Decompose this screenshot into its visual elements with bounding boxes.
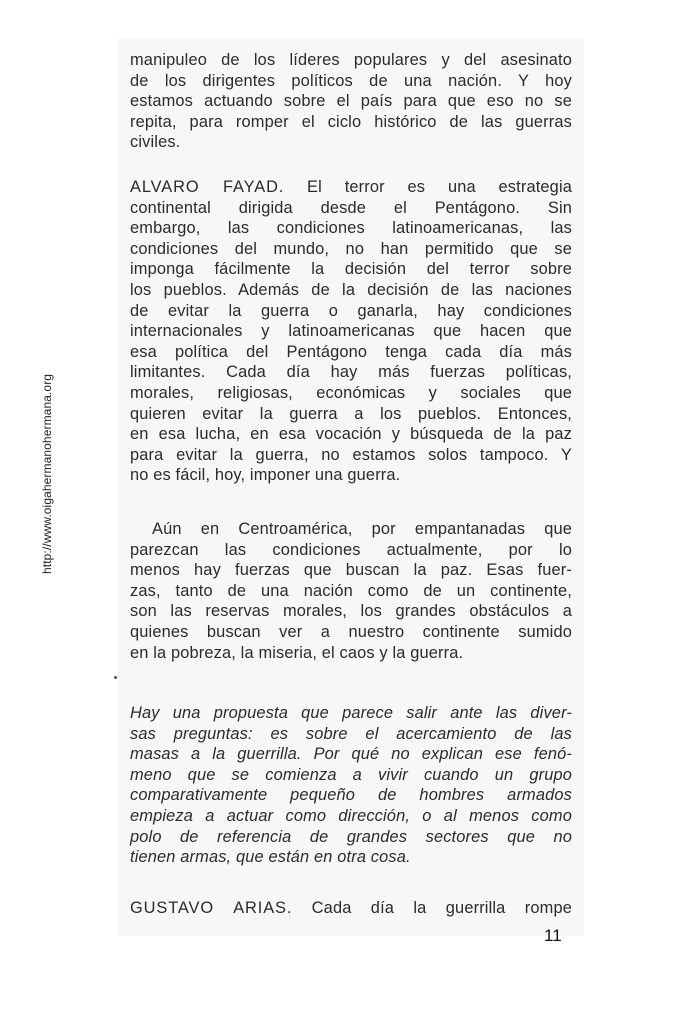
text-line: son las reservas morales, los grandes obstáculos a bbox=[130, 602, 572, 621]
text-line: para evitar la guerra, no estamos solos tampoco. Y bbox=[130, 445, 572, 464]
text-line: imponga fácilmente la decisión del terror sobre bbox=[130, 260, 572, 279]
paragraph-alvaro-fayad bbox=[130, 177, 572, 486]
speaker-name: GUSTAVO ARIAS. bbox=[130, 899, 293, 917]
text-line: morales, religiosas, económicas y sociales que bbox=[130, 383, 572, 402]
text-line bbox=[130, 898, 572, 919]
text-line: polo de referencia de grandes sectores que no bbox=[130, 827, 572, 846]
side-url-watermark: http://www.oigahermanohermana.org bbox=[40, 373, 54, 574]
text-line: los pueblos. Además de la decisión de las naciones bbox=[130, 280, 572, 299]
scan-speck bbox=[114, 676, 117, 679]
page-number: 11 bbox=[544, 926, 562, 945]
text-line: condiciones del mundo, no han permitido que se bbox=[130, 239, 572, 258]
text-line: internacionales y latinoamericanas que hacen que bbox=[130, 322, 572, 341]
text-line: repita, para romper el ciclo histórico de las guerras bbox=[130, 112, 572, 131]
text-line bbox=[130, 177, 572, 198]
interviewer-question bbox=[130, 703, 572, 868]
text-line: no es fácil, hoy, imponer una guerra. bbox=[130, 466, 401, 485]
text-line: limitantes. Cada día hay más fuerzas políticas, bbox=[130, 363, 572, 382]
text-line: manipuleo de los líderes populares y del asesinato bbox=[130, 51, 572, 69]
text-fragment: El terror es una estrategia bbox=[284, 178, 572, 196]
text-line: esa política del Pentágono tenga cada día más bbox=[130, 342, 572, 361]
text-line: en la pobreza, la miseria, el caos y la guerra. bbox=[130, 643, 464, 662]
text-line: quienes buscan ver a nuestro continente sumido bbox=[130, 622, 572, 641]
text-line: comparativamente pequeño de hombres armados bbox=[130, 786, 572, 805]
text-line: embargo, las condiciones latinoamericanas, las bbox=[130, 219, 572, 238]
text-line: parezcan las condiciones actualmente, por lo bbox=[130, 540, 572, 559]
text-line: menos hay fuerzas que buscan la paz. Esas fuer- bbox=[130, 561, 572, 580]
text-line: sas preguntas: es sobre el acercamiento de las bbox=[130, 724, 572, 743]
text-line: tienen armas, que están en otra cosa. bbox=[130, 848, 411, 867]
paragraph-continuation bbox=[130, 50, 572, 153]
text-line: continental dirigida desde el Pentágono. Sin bbox=[130, 198, 572, 217]
text-line: quieren evitar la guerra a los pueblos. Entonces, bbox=[130, 404, 572, 423]
text-line: Aún en Centroamérica, por empantanadas que bbox=[152, 520, 572, 538]
text-line: meno que se comienza a vivir cuando un grupo bbox=[130, 765, 572, 784]
text-line: en esa lucha, en esa vocación y búsqueda de la paz bbox=[130, 425, 572, 444]
text-line: estamos actuando sobre el país para que eso no se bbox=[130, 92, 572, 111]
paragraph-gustavo-arias bbox=[130, 898, 572, 919]
text-line: zas, tanto de una nación como de un continente, bbox=[130, 581, 572, 600]
text-line: Hay una propuesta que parece salir ante las diver- bbox=[130, 704, 572, 722]
text-line: de los dirigentes políticos de una nación. Y hoy bbox=[130, 71, 572, 90]
text-fragment: Cada día la guerrilla rompe bbox=[292, 899, 572, 917]
text-line: civiles. bbox=[130, 133, 181, 152]
text-line: empieza a actuar como dirección, o al menos como bbox=[130, 806, 572, 825]
text-line: de evitar la guerra o ganarla, hay condiciones bbox=[130, 301, 572, 320]
speaker-name: ALVARO FAYAD. bbox=[130, 178, 285, 196]
text-line: masas a la guerrilla. Por qué no explican ese fenó- bbox=[130, 745, 572, 764]
paragraph-centroamerica bbox=[130, 519, 572, 663]
